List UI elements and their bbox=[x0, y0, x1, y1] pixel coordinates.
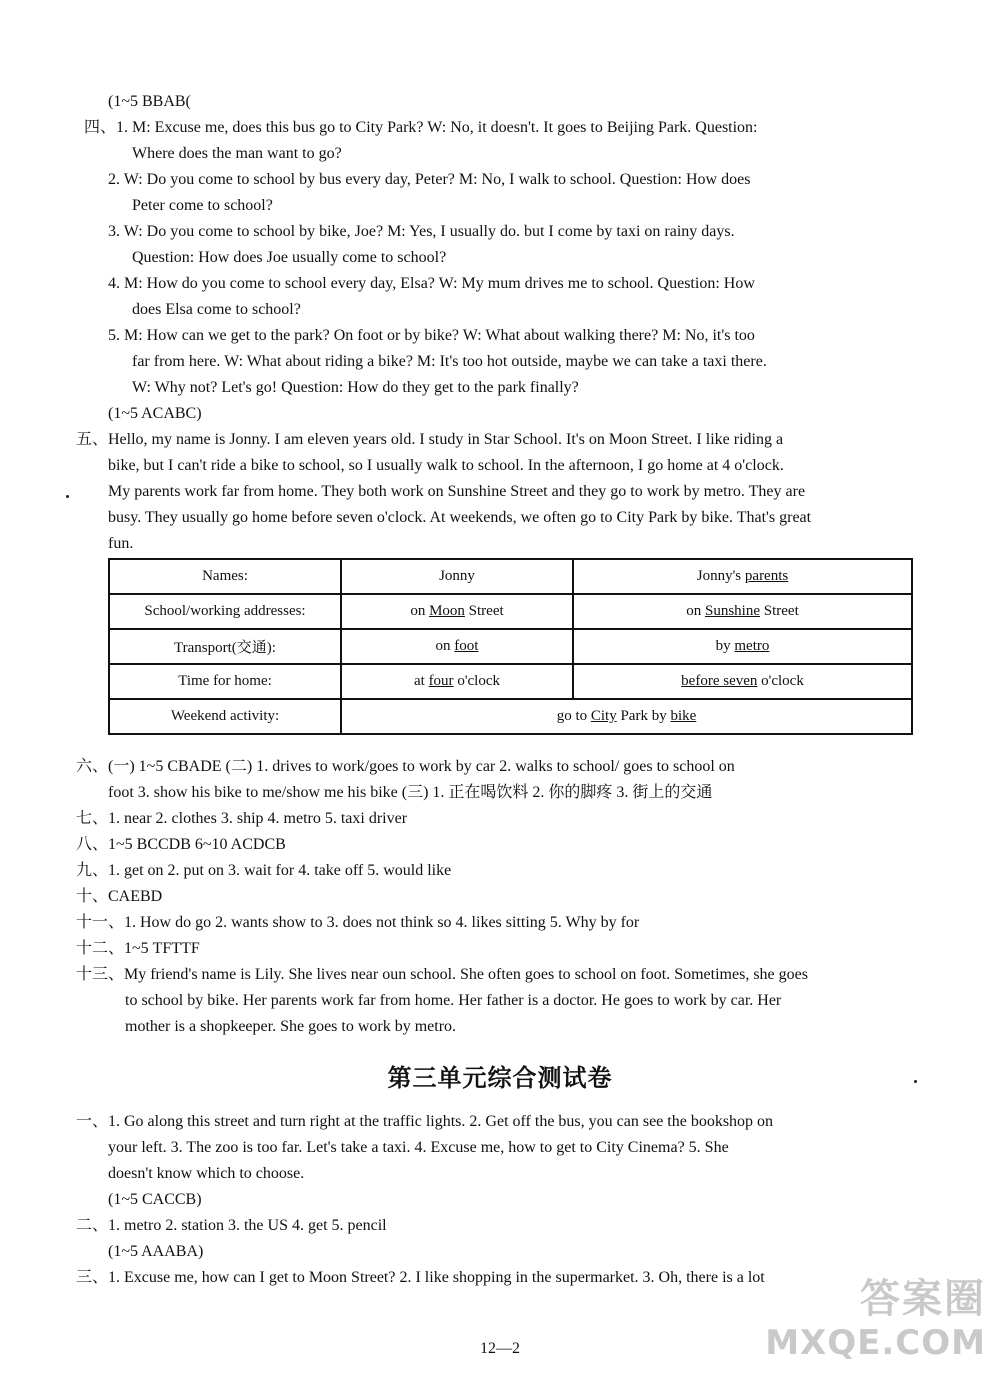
answer-line: 十二、1~5 TFTTF bbox=[76, 940, 200, 957]
scan-speck bbox=[914, 1080, 917, 1083]
underlined-answer: Moon bbox=[429, 603, 465, 619]
table-row bbox=[109, 594, 912, 629]
answer-line: 八、1~5 BCCDB 6~10 ACDCB bbox=[76, 836, 286, 853]
answer-line: fun. bbox=[108, 535, 134, 552]
table-cell bbox=[341, 559, 573, 594]
answer-line: far from here. W: What about riding a bike? M: It's too hot outside, maybe we can take a taxi there. bbox=[132, 353, 767, 370]
answer-line: 九、1. get on 2. put on 3. wait for 4. take off 5. would like bbox=[76, 862, 452, 879]
underlined-answer: parents bbox=[744, 568, 789, 584]
answer-line: Question: How does Joe usually come to school? bbox=[132, 249, 447, 266]
answer-line: 十一、1. How do go 2. wants show to 3. does not think so 4. likes sitting 5. Why by for bbox=[76, 914, 640, 931]
answer-line: 二、1. metro 2. station 3. the US 4. get 5. pencil bbox=[76, 1217, 387, 1234]
answer-line: 3. W: Do you come to school by bike, Joe? M: Yes, I usually do. but I come by taxi on rainy days. bbox=[108, 223, 735, 240]
answer-line: 一、1. Go along this street and turn right at the traffic lights. 2. Get off the bus, you can see the bookshop on bbox=[76, 1113, 774, 1130]
table-cell: go to City Park by bike bbox=[341, 699, 912, 734]
underlined-answer: foot bbox=[454, 638, 479, 654]
answer-line: 三、1. Excuse me, how can I get to Moon Street? 2. I like shopping in the supermarket. 3. Oh, there is a lot bbox=[76, 1269, 765, 1286]
underlined-answer: Sunshine bbox=[704, 603, 760, 619]
answer-line: Peter come to school? bbox=[132, 197, 273, 214]
answer-line: 十、CAEBD bbox=[76, 888, 163, 905]
underlined-answer: four bbox=[428, 673, 454, 689]
table-cell: Weekend activity: bbox=[109, 699, 341, 734]
answer-line: 5. M: How can we get to the park? On foot or by bike? W: What about walking there? M: No, it's too bbox=[108, 327, 755, 344]
underlined-answer: City bbox=[590, 708, 617, 724]
table-cell: on Sunshine Street bbox=[573, 594, 912, 629]
table-cell: on foot bbox=[341, 629, 573, 664]
table-row bbox=[109, 629, 912, 664]
answer-line: (1~5 ACABC) bbox=[108, 405, 202, 422]
answer-line: doesn't know which to choose. bbox=[108, 1165, 305, 1182]
table-cell: School/working addresses: bbox=[109, 594, 341, 629]
table-cell: by metro bbox=[573, 629, 912, 664]
section-heading: 第三单元综合测试卷 bbox=[387, 1064, 613, 1092]
answer-line: 十三、My friend's name is Lily. She lives near oun school. She often goes to school on foot. Sometimes, she goes bbox=[76, 966, 808, 983]
table-cell: before seven o'clock bbox=[573, 664, 912, 699]
answer-line: 四、1. M: Excuse me, does this bus go to City Park? W: No, it doesn't. It goes to Beijing Park. Question: bbox=[84, 119, 758, 136]
answer-line: bike, but I can't ride a bike to school, so I usually walk to school. In the afternoon, I go home at 4 o'clock. bbox=[108, 457, 784, 474]
answer-line: (1~5 AAABA) bbox=[108, 1243, 204, 1260]
answer-line: mother is a shopkeeper. She goes to work by metro. bbox=[125, 1018, 457, 1035]
answer-line: 六、(一) 1~5 CBADE (二) 1. drives to work/goes to work by car 2. walks to school/ goes to school on bbox=[76, 758, 735, 775]
answer-line: (1~5 CACCB) bbox=[108, 1191, 202, 1208]
watermark bbox=[765, 1267, 986, 1363]
answer-line: your left. 3. The zoo is too far. Let's take a taxi. 4. Excuse me, how to get to City Cinema? 5. She bbox=[108, 1139, 729, 1156]
transport-table bbox=[108, 558, 913, 735]
answer-line: 五、Hello, my name is Jonny. I am eleven years old. I study in Star School. It's on Moon Street. I like riding a bbox=[76, 431, 784, 448]
table-cell: at four o'clock bbox=[341, 664, 573, 699]
answer-line: 七、1. near 2. clothes 3. ship 4. metro 5. taxi driver bbox=[76, 810, 408, 827]
table-cell: Time for home: bbox=[109, 664, 341, 699]
answer-line: does Elsa come to school? bbox=[132, 301, 301, 318]
answer-line: busy. They usually go home before seven o'clock. At weekends, we often go to City Park by bike. That's great bbox=[108, 509, 812, 526]
scan-speck bbox=[66, 495, 69, 498]
table-row bbox=[109, 664, 912, 699]
answer-line: My parents work far from home. They both work on Sunshine Street and they go to work by metro. They are bbox=[108, 483, 806, 500]
table-cell: Names: bbox=[109, 559, 341, 594]
table-cell: on Moon Street bbox=[341, 594, 573, 629]
table-row bbox=[109, 559, 912, 594]
answer-line: 4. M: How do you come to school every day, Elsa? W: My mum drives me to school. Question: How bbox=[108, 275, 755, 292]
table-cell: Jonny's parents bbox=[573, 559, 912, 594]
cell-text: Jonny bbox=[439, 568, 475, 584]
watermark-logo: 答案圈 bbox=[860, 1276, 986, 1322]
answer-line: to school by bike. Her parents work far from home. Her father is a doctor. He goes to work by car. Her bbox=[125, 992, 782, 1009]
underlined-answer: bike bbox=[670, 708, 697, 724]
table-cell: Transport(交通): bbox=[109, 629, 341, 664]
answer-line: 2. W: Do you come to school by bus every day, Peter? M: No, I walk to school. Question: How does bbox=[108, 171, 751, 188]
page-number: 12—2 bbox=[480, 1340, 520, 1357]
answer-line: foot 3. show his bike to me/show me his bike (三) 1. 正在喝饮料 2. 你的脚疼 3. 街上的交通 bbox=[108, 784, 713, 801]
answer-line: (1~5 BBAB( bbox=[108, 93, 191, 110]
answer-line: Where does the man want to go? bbox=[132, 145, 342, 162]
underlined-answer: before seven bbox=[681, 673, 758, 689]
watermark-domain: MXQE.COM bbox=[765, 1323, 986, 1363]
underlined-answer: metro bbox=[734, 638, 770, 654]
answer-line: W: Why not? Let's go! Question: How do they get to the park finally? bbox=[132, 379, 579, 396]
table-row bbox=[109, 699, 912, 734]
